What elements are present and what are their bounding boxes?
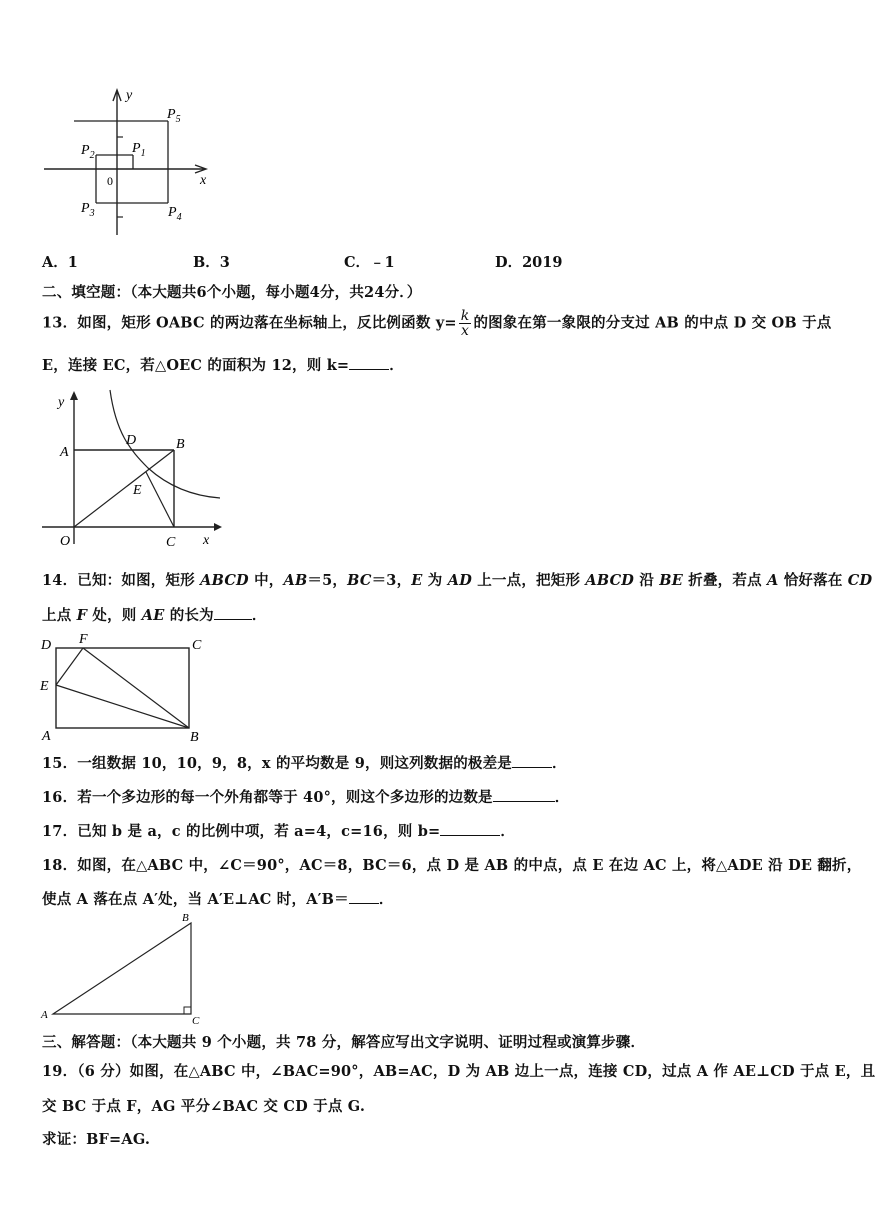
q16-answer-blank: [493, 789, 555, 802]
option-c: C．﹣1: [344, 254, 395, 271]
svg-text:y: y: [58, 395, 65, 410]
q13-fraction: $\frac{k}{x}$: [460, 308, 470, 339]
label-p1: $P_1$: [132, 141, 146, 159]
svg-text:A: A: [41, 1009, 48, 1021]
q14-line2: 上点 F 处，则 AE 的长为 ．: [42, 607, 267, 624]
section-2-heading: 二、填空题：（本大题共6个小题，每小题4分，共24分．）: [42, 284, 422, 301]
svg-text:A: A: [42, 729, 51, 744]
svg-text:B: B: [176, 437, 185, 452]
svg-text:D: D: [41, 638, 52, 653]
svg-text:C: C: [192, 638, 202, 653]
q17: 17．已知 b 是 a，c 的比例中项，若 a=4，c=16，则 b= ．: [42, 823, 516, 840]
q13-answer-blank: [349, 357, 389, 370]
option-d: D．2019: [495, 254, 563, 271]
q14-line1: 14．已知：如图，矩形 ABCD 中，AB＝5，BC＝3，E 为 AD 上一点，把矩形 ABCD 沿 BE 折叠，若点 A 恰好落在 CD: [42, 572, 873, 589]
label-p3: $P_3$: [81, 201, 95, 219]
label-p5: $P_5$: [167, 107, 181, 125]
q18-answer-blank: [349, 891, 379, 904]
q19-line1: 19．（6 分）如图，在△ABC 中，∠BAC=90°，AB=AC，D 为 AB 边上一点，连接 CD，过点 A 作 AE⊥CD 于点 E，且: [42, 1063, 875, 1080]
q19-line3: 求证：BF=AG.: [42, 1131, 151, 1148]
svg-text:O: O: [60, 534, 71, 549]
q18-line2: 使点 A 落在点 A′处，当 A′E⊥AC 时，A′B＝ ．: [42, 891, 394, 908]
option-a: A．1: [42, 254, 78, 271]
q16: 16．若一个多边形的每一个外角都等于 40°，则这个多边形的边数是 ．: [42, 789, 570, 806]
label-p4: $P_4$: [168, 205, 182, 223]
svg-text:C: C: [192, 1015, 200, 1027]
q14-figure: [36, 630, 216, 745]
svg-text:E: E: [133, 483, 142, 498]
svg-text:B: B: [190, 730, 199, 745]
label-y: y: [126, 88, 133, 103]
q14-answer-blank: [214, 607, 252, 620]
label-x: x: [200, 173, 207, 188]
q15-answer-blank: [512, 755, 552, 768]
q17-answer-blank: [440, 823, 500, 836]
svg-text:D: D: [126, 433, 137, 448]
label-p2: $P_2$: [81, 143, 95, 161]
svg-text:E: E: [40, 679, 49, 694]
svg-text:B: B: [182, 912, 189, 924]
svg-text:x: x: [203, 533, 210, 548]
q13-line2: E，连接 EC，若△OEC 的面积为 12，则 k= ．: [42, 357, 404, 374]
q15: 15．一组数据 10，10，9，8，x 的平均数是 9，则这列数据的极差是 ．: [42, 755, 567, 772]
q18-line1: 18．如图，在△ABC 中，∠C＝90°，AC＝8，BC＝6，点 D 是 AB 的中点，点 E 在边 AC 上，将△ADE 沿 DE 翻折，: [42, 857, 862, 874]
label-origin: 0: [107, 174, 113, 188]
option-b: B．3: [193, 254, 230, 271]
q13-line1: 13．如图，矩形 OABC 的两边落在坐标轴上，反比例函数 y= $\frac{k}{x}$ 的图象在第一象限的分支过 AB 的中点 D 交 OB 于点: [42, 308, 832, 339]
q13-figure: [38, 388, 228, 550]
section-3-heading: 三、解答题：（本大题共 9 个小题，共 78 分，解答应写出文字说明、证明过程或演算步骤．: [42, 1034, 646, 1051]
q19-line2: 交 BC 于点 F，AG 平分∠BAC 交 CD 于点 G.: [42, 1098, 366, 1115]
q12-figure: [40, 85, 220, 240]
svg-text:F: F: [79, 632, 88, 647]
svg-text:C: C: [166, 535, 176, 550]
q18-figure: [36, 910, 216, 1025]
svg-text:A: A: [60, 445, 69, 460]
